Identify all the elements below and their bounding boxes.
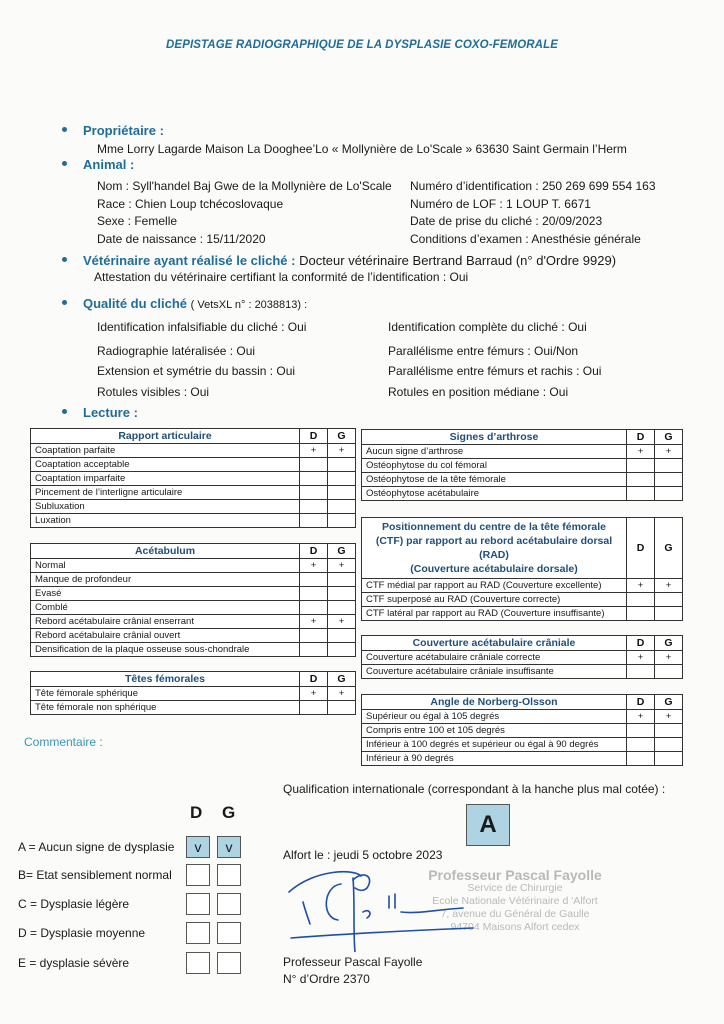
cell-g [655,487,683,501]
row-label: Comblé [31,601,300,615]
veterinaire-heading: Vétérinaire ayant réalisé le cliché : [83,253,296,268]
title-line: Positionnement du centre de la tête fémorale [381,521,607,533]
cell-g [328,587,356,601]
table-ctf-positionnement [361,517,683,621]
stamp-line: Service de Chirurgie [467,882,563,894]
cell-g [328,701,356,715]
document-title: DEPISTAGE RADIOGRAPHIQUE DE LA DYSPLASIE COXO-FEMORALE [166,39,558,51]
table-row [31,615,356,629]
lecture-heading: Lecture : [83,405,138,420]
veterinaire-value: Docteur vétérinaire Bertrand Barraud (n° d'Ordre 9929) [299,253,617,268]
cell-d [300,587,328,601]
qualite-right-0: Identification complète du cliché : Oui [388,320,587,334]
col-d: D [300,672,328,687]
qualite-right-2: Parallélisme entre fémurs et rachis : Oui [388,364,602,378]
col-g: G [655,695,683,710]
qualite-left-2: Extension et symétrie du bassin : Oui [97,364,296,378]
stamp-line: Ecole Nationale Vétérinaire d 'Alfort [432,895,598,907]
proprietaire-value: Mme Lorry Lagarde Maison La Dooghee’Lo « Mollynière de Lo'Scale » 63630 Saint Germain l’Herm [97,142,627,156]
qualite-heading: Qualité du cliché [83,296,188,311]
animal-identification: Numéro d’identification : 250 269 699 554 163 [410,179,656,193]
table-title: Signes d’arthrose [362,430,627,445]
cell-g [328,500,356,514]
table-row [31,444,356,458]
row-label: Aucun signe d’arthrose [362,445,627,459]
table-row [31,573,356,587]
bullet-icon [62,257,67,262]
qualite-left-1: Radiographie latéralisée : Oui [97,344,256,358]
section-qualite [62,296,307,311]
cell-g: + [655,579,683,593]
cell-g: + [655,710,683,724]
table-row [362,473,683,487]
cell-g [655,665,683,679]
stamp-line: Professeur Pascal Fayolle [428,867,602,883]
row-label: Rebord acétabulaire crânial enserrant [31,615,300,629]
row-label: Luxation [31,514,300,528]
cell-g [655,473,683,487]
grade-b-d-checkbox[interactable] [186,864,210,886]
cell-d [627,593,655,607]
animal-sexe: Sexe : Femelle [97,214,178,228]
section-proprietaire [62,123,164,138]
cell-g [328,514,356,528]
cell-d: + [300,687,328,701]
table-row [31,629,356,643]
row-label: CTF latéral par rapport au RAD (Couverture insuffisante) [362,607,627,621]
row-label: Coaptation imparfaite [31,472,300,486]
table-rapport-articulaire [30,428,356,528]
col-d: D [627,518,655,579]
animal-left-column [97,178,392,248]
grade-d-d-checkbox[interactable] [186,922,210,944]
signatory-ordre: N° d’Ordre 2370 [283,972,370,986]
table-row [362,738,683,752]
cell-d: + [300,615,328,629]
table-row [362,593,683,607]
cell-g [655,724,683,738]
table-row [362,752,683,766]
cell-g: + [328,444,356,458]
animal-right-column [410,178,656,248]
table-row [362,579,683,593]
col-g: G [328,544,356,559]
cell-d [300,472,328,486]
table-row [362,710,683,724]
row-label: Ostéophytose du col fémoral [362,459,627,473]
grade-a-d-checkbox[interactable]: v [186,836,210,858]
bullet-icon [62,161,67,166]
cell-d: + [627,651,655,665]
cell-g [328,601,356,615]
table-acetabulum [30,543,356,657]
table-row [31,559,356,573]
table-tetes-femorales [30,671,356,715]
row-label: Manque de profondeur [31,573,300,587]
animal-date-cliche: Date de prise du cliché : 20/09/2023 [410,214,603,228]
table-title: Angle de Norberg-Olsson [362,695,627,710]
row-label: Ostéophytose acétabulaire [362,487,627,501]
cell-g: + [328,615,356,629]
table-row [31,587,356,601]
title-line: (Couverture acétabulaire dorsale) [410,563,578,575]
row-label: Rebord acétabulaire crânial ouvert [31,629,300,643]
grade-e-d-checkbox[interactable] [186,952,210,974]
cell-d [300,486,328,500]
row-label: Subluxation [31,500,300,514]
cell-g: + [328,687,356,701]
cell-d [627,473,655,487]
table-row [31,486,356,500]
cell-g [328,573,356,587]
grade-d-g-checkbox[interactable] [217,922,241,944]
table-title: Têtes fémorales [31,672,300,687]
animal-race: Race : Chien Loup tchécoslovaque [97,196,284,211]
cell-g: + [328,559,356,573]
row-label: Tête fémorale non sphérique [31,701,300,715]
bullet-icon [62,300,67,305]
cell-d [627,738,655,752]
row-label: CTF médial par rapport au RAD (Couverture excellente) [362,579,627,593]
cell-g [328,472,356,486]
animal-naissance: Date de naissance : 15/11/2020 [97,231,266,246]
row-label: Inférieur à 100 degrés et supérieur ou égal à 90 degrés [362,738,627,752]
animal-conditions: Conditions d’examen : Anesthésie générale [410,231,641,246]
table-row [362,665,683,679]
qualification-label: Qualification internationale (correspondant à la hanche plus mal cotée) : [283,782,666,796]
grade-b-g-checkbox[interactable] [217,864,241,886]
animal-lof: Numéro de LOF : 1 LOUP T. 6671 [410,196,591,211]
row-label: Coaptation acceptable [31,458,300,472]
cell-d: + [300,444,328,458]
grade-c-d-checkbox[interactable] [186,893,210,915]
proprietaire-heading: Propriétaire : [83,123,164,138]
col-d: D [627,636,655,651]
cell-d [300,601,328,615]
cell-d [300,458,328,472]
table-row [31,701,356,715]
qualite-ref: ( VetsXL n° : 2038813) : [190,299,308,311]
cell-d [300,500,328,514]
cell-d [300,514,328,528]
col-d: D [627,430,655,445]
animal-heading: Animal : [83,157,135,172]
stamp-line: 7, avenue du Général de Gaulle [440,908,590,920]
grade-c-g-checkbox[interactable] [217,893,241,915]
row-label: Pincement de l’interligne articulaire [31,486,300,500]
table-couverture-craniale [361,635,683,679]
cell-d: + [627,579,655,593]
grades-col-d: D [190,803,203,822]
cell-d [627,724,655,738]
table-row [362,445,683,459]
row-label: Inférieur à 90 degrés [362,752,627,766]
table-title [362,518,627,579]
row-label: Couverture acétabulaire crâniale correcte [362,651,627,665]
table-row [31,643,356,657]
grade-label-a: A = Aucun signe de dysplasie [18,840,175,854]
veterinaire-attestation: Attestation du vétérinaire certifiant la conformité de l’identification : Oui [94,270,469,284]
table-row [362,607,683,621]
table-row [362,724,683,738]
row-label: Coaptation parfaite [31,444,300,458]
cell-g [328,629,356,643]
qualite-right-1: Parallélisme entre fémurs : Oui/Non [388,344,579,358]
table-row [31,472,356,486]
table-row [31,500,356,514]
title-line: (CTF) par rapport au rebord acétabulaire dorsal [375,535,613,547]
cell-d: + [627,710,655,724]
row-label: Couverture acétabulaire crâniale insuffisante [362,665,627,679]
grade-a-g-checkbox[interactable]: v [217,836,241,858]
table-row [362,651,683,665]
table-row [362,459,683,473]
row-label: Normal [31,559,300,573]
qualite-right-3: Rotules en position médiane : Oui [388,385,569,399]
cell-d [300,643,328,657]
grade-label-c: C = Dysplasie légère [18,897,130,911]
col-d: D [300,429,328,444]
cell-g: + [655,651,683,665]
cell-d [300,701,328,715]
section-animal [62,157,134,172]
cell-g [655,752,683,766]
section-lecture [62,405,138,420]
cell-g [655,738,683,752]
cell-g [655,593,683,607]
table-signes-arthrose [361,429,683,501]
stamp-line: 94704 Maisons Alfort cedex [450,921,580,933]
cell-d [627,487,655,501]
row-label: Evasé [31,587,300,601]
grades-col-g: G [222,803,236,822]
cell-d [300,573,328,587]
row-label: Ostéophytose de la tête fémorale [362,473,627,487]
qualite-left-3: Rotules visibles : Oui [97,385,210,399]
row-label: CTF superposé au RAD (Couverture correcte) [362,593,627,607]
table-title: Rapport articulaire [31,429,300,444]
col-g: G [655,518,683,579]
table-row [31,601,356,615]
cell-d [627,665,655,679]
bullet-icon [62,127,67,132]
commentaire-label: Commentaire : [24,735,103,749]
grade-label-b: B= Etat sensiblement normal [18,868,172,882]
bullet-icon [62,409,67,414]
table-title: Couverture acétabulaire crâniale [362,636,627,651]
table-row [31,687,356,701]
col-d: D [300,544,328,559]
row-label: Tête fémorale sphérique [31,687,300,701]
animal-nom: Nom : Syll'handel Baj Gwe de la Mollynière de Lo'Scale [97,179,392,193]
grade-label-e: E = dysplasie sévère [18,956,130,970]
title-line: (RAD) [479,549,509,561]
col-g: G [328,672,356,687]
qualification-grade-box: A [466,804,510,846]
cell-d: + [627,445,655,459]
cell-d [627,459,655,473]
table-row [362,487,683,501]
grade-label-d: D = Dysplasie moyenne [18,926,146,940]
cell-d: + [300,559,328,573]
signature-date: Alfort le : jeudi 5 octobre 2023 [283,848,443,862]
table-title: Acétabulum [31,544,300,559]
col-g: G [655,636,683,651]
row-label: Supérieur ou égal à 105 degrés [362,710,627,724]
col-g: G [328,429,356,444]
cell-g [655,459,683,473]
cell-g [328,643,356,657]
cell-g: + [655,445,683,459]
cell-g [655,607,683,621]
grade-e-g-checkbox[interactable] [217,952,241,974]
cell-g [328,458,356,472]
row-label: Compris entre 100 et 105 degrés [362,724,627,738]
table-row [31,458,356,472]
col-g: G [655,430,683,445]
cell-d [300,629,328,643]
handwritten-signature-icon [283,862,483,952]
signatory-name: Professeur Pascal Fayolle [283,955,423,969]
cell-d [627,752,655,766]
table-row [31,514,356,528]
section-veterinaire [62,253,616,268]
cell-d [627,607,655,621]
qualite-left-0: Identification infalsifiable du cliché : Oui [97,320,307,334]
col-d: D [627,695,655,710]
table-angle-norberg [361,694,683,766]
row-label: Densification de la plaque osseuse sous-chondrale [31,643,300,657]
cell-g [328,486,356,500]
